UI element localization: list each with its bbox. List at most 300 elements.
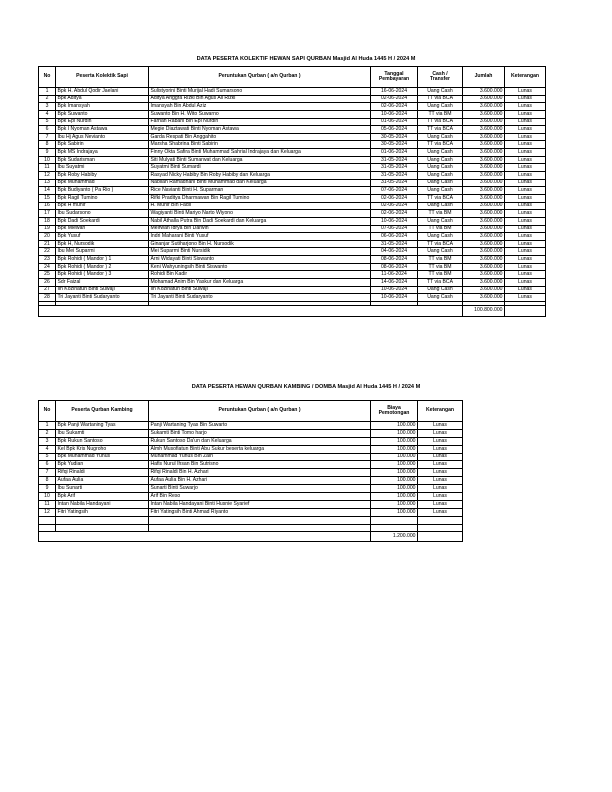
table-row (39, 233, 546, 241)
row-biaya: 100.000 (371, 437, 418, 445)
row-jumlah: 3.600.000 (463, 187, 505, 195)
row-biaya: 100.000 (371, 445, 418, 453)
row-peserta: Ibu Sudarsono (56, 210, 149, 218)
row-peruntukan: Imansyah Bin Abdul Aziz (149, 103, 371, 111)
row-peserta: Iin Kozinatun Binti Suwaji (56, 286, 149, 294)
row-peruntukan: Rukun Santoso Da'un dan Keluarga (149, 437, 371, 445)
sapi-title: DATA PESERTA KOLEKTIF HEWAN SAPI QURBAN Masjid Al Huda 1445 H / 2024 M (196, 56, 416, 62)
row-peruntukan: H. Munir Bin Fadli (149, 202, 371, 210)
row-cara-bayar: Uang Cash (418, 294, 463, 302)
sapi-table (38, 66, 546, 317)
row-jumlah: 3.600.000 (463, 286, 505, 294)
row-peruntukan: Arif Bin Reso (149, 493, 371, 501)
row-peruntukan: Farhan Rabani Bin Epi Nurdin (149, 118, 371, 126)
row-peserta: Bpk Suwanto (56, 110, 149, 118)
row-peruntukan: Meirwan Idrya Bin Darwin (149, 225, 371, 233)
row-peserta: Bpk Roby Habiby (56, 172, 149, 180)
row-tanggal: 31-05-2024 (371, 172, 418, 180)
sapi-header-row (39, 67, 546, 88)
row-keterangan: Lunas (505, 187, 546, 195)
row-jumlah: 3.600.000 (463, 172, 505, 180)
row-tanggal: 02-06-2024 (371, 194, 418, 202)
row-no: 26 (39, 279, 56, 287)
row-peruntukan: Mei Suparmi Binti Nursidik (149, 248, 371, 256)
row-jumlah: 3.600.000 (463, 210, 505, 218)
row-cara-bayar: Uang Cash (418, 179, 463, 187)
row-jumlah: 3.600.000 (463, 133, 505, 141)
table-row (39, 103, 546, 111)
row-cara-bayar: TT via BCA (418, 126, 463, 134)
row-no: 16 (39, 202, 56, 210)
row-peserta: Bpk Muhammad Yunus (56, 453, 149, 461)
row-peserta: Bpk Yusuf (56, 233, 149, 241)
row-keterangan: Lunas (505, 271, 546, 279)
row-peserta: Bpk Arif (56, 493, 149, 501)
row-no: 11 (39, 164, 56, 172)
row-peserta: Tri Jayanti Binti Sudaryanto (56, 294, 149, 302)
row-keterangan: Lunas (505, 103, 546, 111)
row-no: 8 (39, 141, 56, 149)
row-cara-bayar: Uang Cash (418, 217, 463, 225)
kambing-total-row (39, 532, 463, 542)
row-keterangan: Lunas (505, 149, 546, 157)
table-row (39, 172, 546, 180)
row-no: 6 (39, 461, 56, 469)
row-cara-bayar: TT via BM (418, 271, 463, 279)
row-tanggal: 10-06-2024 (371, 217, 418, 225)
row-keterangan: Lunas (505, 217, 546, 225)
row-keterangan: Lunas (505, 194, 546, 202)
row-peserta: Bpk Miewan (56, 225, 149, 233)
row-keterangan: Lunas (505, 233, 546, 241)
biaya-line-2: Pemotongan (378, 410, 410, 416)
row-peruntukan: Indri Maharani Binti Yusuf (149, 233, 371, 241)
row-biaya: 100.000 (371, 429, 418, 437)
row-tanggal: 05-06-2024 (371, 126, 418, 134)
row-peruntukan: Rasyad Nicky Habiby Bin Roby Habiby dan Keluarga (149, 172, 371, 180)
row-peserta: Bpk Rohidi ( Mandor ) 3 (56, 271, 149, 279)
row-peruntukan: Aufaa Aulia Bin H. Azhari (149, 477, 371, 485)
row-jumlah: 3.600.000 (463, 225, 505, 233)
table-row (39, 493, 463, 501)
row-peserta: Ibu Mei Suparmi (56, 248, 149, 256)
row-tanggal: 01-06-2024 (371, 118, 418, 126)
row-peruntukan: Muhammad Yunus Bin Zain (149, 453, 371, 461)
row-no: 10 (39, 493, 56, 501)
row-peruntukan: Garda Respati Bin Anggahito (149, 133, 371, 141)
col-header-biaya (371, 401, 418, 422)
tanggal-line-2: Pembayaran (378, 76, 410, 82)
row-keterangan: Lunas (505, 286, 546, 294)
row-peruntukan: Arni Widayati Binti Siswanto (149, 256, 371, 264)
row-cara-bayar: TT via BCA (418, 95, 463, 103)
row-biaya: 100.000 (371, 508, 418, 516)
row-jumlah: 3.600.000 (463, 95, 505, 103)
row-biaya: 100.000 (371, 477, 418, 485)
row-no: 25 (39, 271, 56, 279)
row-cara-bayar: TT via BCA (418, 240, 463, 248)
row-tanggal: 02-06-2024 (371, 202, 418, 210)
table-row (39, 294, 546, 302)
row-tanggal: 01-06-2024 (371, 149, 418, 157)
table-row (39, 437, 463, 445)
row-tanggal: 07-06-2024 (371, 225, 418, 233)
row-cara-bayar: Uang Cash (418, 233, 463, 241)
row-jumlah: 3.600.000 (463, 141, 505, 149)
row-cara-bayar: TT via BCA (418, 279, 463, 287)
row-keterangan: Lunas (505, 88, 546, 96)
row-tanggal: 31-05-2024 (371, 164, 418, 172)
row-no: 11 (39, 500, 56, 508)
row-keterangan: Lunas (505, 172, 546, 180)
row-peruntukan: Suwanto Bin H. Wito Suwarno (149, 110, 371, 118)
row-peruntukan: Intan Nabila Handayani Binti Husnie Syarief (149, 500, 371, 508)
row-peruntukan: Sunarti Binti Suwarjo (149, 485, 371, 493)
row-no: 10 (39, 156, 56, 164)
row-peserta: Ibu Suyatmi (56, 164, 149, 172)
row-biaya: 100.000 (371, 422, 418, 430)
row-biaya: 100.000 (371, 500, 418, 508)
row-tanggal: 11-06-2024 (371, 271, 418, 279)
row-jumlah: 3.600.000 (463, 156, 505, 164)
row-peserta: Ibu Sunarti (56, 485, 149, 493)
table-row (39, 279, 546, 287)
kambing-blank-row (39, 516, 463, 524)
row-keterangan: Lunas (505, 294, 546, 302)
row-keterangan: Lunas (505, 256, 546, 264)
row-peruntukan: Panji Wartaning Tyas Bin Suwarto (149, 422, 371, 430)
row-no: 18 (39, 217, 56, 225)
row-keterangan: Lunas (505, 133, 546, 141)
row-cara-bayar: TT via BM (418, 225, 463, 233)
row-keterangan: Lunas (418, 429, 463, 437)
row-tanggal: 16-06-2024 (371, 88, 418, 96)
table-row (39, 225, 546, 233)
row-peserta: Ibu Sukamti (56, 429, 149, 437)
row-keterangan: Lunas (505, 263, 546, 271)
row-no: 4 (39, 445, 56, 453)
row-peruntukan: Tri Jayanti Binti Sudaryanto (149, 294, 371, 302)
row-peserta: Bpk MS Indrajaya (56, 149, 149, 157)
row-tanggal: 10-06-2024 (371, 294, 418, 302)
row-peserta: Bpk H munir (56, 202, 149, 210)
row-no: 3 (39, 103, 56, 111)
row-keterangan: Lunas (418, 500, 463, 508)
row-cara-bayar: TT via BM (418, 110, 463, 118)
row-no: 27 (39, 286, 56, 294)
row-cara-bayar: Uang Cash (418, 156, 463, 164)
table-row (39, 240, 546, 248)
row-cara-bayar: Uang Cash (418, 149, 463, 157)
row-no: 23 (39, 256, 56, 264)
row-no: 20 (39, 233, 56, 241)
row-tanggal: 02-06-2024 (371, 103, 418, 111)
row-keterangan: Lunas (505, 240, 546, 248)
row-peserta: Bpk Rukun Santoso (56, 437, 149, 445)
row-tanggal: 31-05-2024 (371, 240, 418, 248)
row-jumlah: 3.600.000 (463, 279, 505, 287)
row-no: 12 (39, 172, 56, 180)
row-keterangan: Lunas (505, 210, 546, 218)
row-peserta: Bpk Ragil Tumino (56, 194, 149, 202)
row-cara-bayar: Uang Cash (418, 187, 463, 195)
row-keterangan: Lunas (505, 126, 546, 134)
row-peserta: Bpk Aditya (56, 95, 149, 103)
row-peserta: Bpk Epi Nurdin (56, 118, 149, 126)
row-no: 24 (39, 263, 56, 271)
row-tanggal: 08-06-2024 (371, 263, 418, 271)
row-tanggal: 10-06-2024 (371, 286, 418, 294)
row-jumlah: 3.600.000 (463, 88, 505, 96)
row-jumlah: 3.600.000 (463, 118, 505, 126)
col-header-peruntukan: Peruntukan Qurban ( a/n Qurban ) (149, 401, 371, 422)
row-no: 19 (39, 225, 56, 233)
row-no: 28 (39, 294, 56, 302)
cash-line-2: Transfer (429, 76, 451, 82)
row-no: 5 (39, 453, 56, 461)
row-no: 22 (39, 248, 56, 256)
table-row (39, 179, 546, 187)
row-peruntukan: Rice Navianti Binti H. Suparman (149, 187, 371, 195)
row-keterangan: Lunas (505, 225, 546, 233)
table-row (39, 485, 463, 493)
row-jumlah: 3.600.000 (463, 240, 505, 248)
row-keterangan: Lunas (505, 141, 546, 149)
row-cara-bayar: Uang Cash (418, 103, 463, 111)
table-row (39, 164, 546, 172)
row-jumlah: 3.600.000 (463, 202, 505, 210)
row-keterangan: Lunas (505, 118, 546, 126)
row-no: 3 (39, 437, 56, 445)
table-row (39, 286, 546, 294)
col-header-peserta: Peserta Kolektik Sapi (56, 67, 149, 88)
row-peserta: Bpk Budiyanto ( Pa Rio ) (56, 187, 149, 195)
row-tanggal: 31-05-2024 (371, 179, 418, 187)
table-row (39, 422, 463, 430)
row-no: 7 (39, 469, 56, 477)
row-peserta: Bpk I Nyoman Astawa (56, 126, 149, 134)
row-keterangan: Lunas (505, 156, 546, 164)
table-row (39, 469, 463, 477)
row-peserta: Bpk Rohidi ( Mandor ) 2 (56, 263, 149, 271)
row-keterangan: Lunas (418, 493, 463, 501)
row-no: 9 (39, 149, 56, 157)
row-no: 4 (39, 110, 56, 118)
biaya-line-1: Biaya (387, 404, 401, 411)
row-peserta: Aufaa Aulia (56, 477, 149, 485)
table-row (39, 187, 546, 195)
row-peruntukan: Sukamti Binti Tomo harjo (149, 429, 371, 437)
table-row (39, 118, 546, 126)
row-peserta: Bpk Sabirin (56, 141, 149, 149)
row-keterangan: Lunas (418, 508, 463, 516)
row-peserta: Bpk Yudian (56, 461, 149, 469)
row-biaya: 100.000 (371, 469, 418, 477)
row-jumlah: 3.600.000 (463, 110, 505, 118)
row-no: 2 (39, 429, 56, 437)
row-peruntukan: Siti Mulyati Binti Sumarwat dan Keluarga (149, 156, 371, 164)
row-peruntukan: Ginanjar Sutiharjono Bin H. Nursodik (149, 240, 371, 248)
row-no: 5 (39, 118, 56, 126)
row-keterangan: Lunas (418, 485, 463, 493)
row-cara-bayar: Uang Cash (418, 202, 463, 210)
row-no: 1 (39, 422, 56, 430)
row-keterangan: Lunas (418, 453, 463, 461)
row-peruntukan: Nabilah Ramadhani Binti Muhammad dan Keluarga (149, 179, 371, 187)
row-no: 13 (39, 179, 56, 187)
row-keterangan: Lunas (418, 422, 463, 430)
row-keterangan: Lunas (505, 95, 546, 103)
row-peruntukan: Finny Okta Safira Binti Muhammad Sahrial Indrajaya dan Keluarga (149, 149, 371, 157)
row-no: 21 (39, 240, 56, 248)
row-peserta: Bpk H, Nursodik (56, 240, 149, 248)
col-header-peruntukan: Peruntukan Qurban ( a/n Qurban ) (149, 67, 371, 88)
row-cara-bayar: Uang Cash (418, 172, 463, 180)
table-row (39, 500, 463, 508)
row-peserta: Sdr Faizal (56, 279, 149, 287)
row-peruntukan: Keni Wahyuningsih Binti Siswanto (149, 263, 371, 271)
row-biaya: 100.000 (371, 493, 418, 501)
col-header-keterangan: Keterangan (418, 401, 463, 422)
row-peruntukan: Nabil Athalla Putra Bin Dadi Soekardi dan Keluarga (149, 217, 371, 225)
row-jumlah: 3.600.000 (463, 103, 505, 111)
row-cara-bayar: TT via BM (418, 210, 463, 218)
table-row (39, 429, 463, 437)
row-tanggal: 02-06-2024 (371, 95, 418, 103)
table-row (39, 453, 463, 461)
row-peruntukan: Marsha Shabrina Binti Sabirin (149, 141, 371, 149)
tanggal-line-1: Tanggal (384, 70, 404, 77)
table-row (39, 217, 546, 225)
row-jumlah: 3.600.000 (463, 248, 505, 256)
row-no: 14 (39, 187, 56, 195)
row-tanggal: 10-06-2024 (371, 110, 418, 118)
row-peserta: Bpk Panji Wartaning Tyas (56, 422, 149, 430)
row-cara-bayar: TT via BM (418, 256, 463, 264)
row-jumlah: 3.600.000 (463, 164, 505, 172)
col-header-keterangan: Keterangan (505, 67, 546, 88)
table-row (39, 156, 546, 164)
row-no: 12 (39, 508, 56, 516)
row-biaya: 100.000 (371, 485, 418, 493)
row-peruntukan: Suyatmi Binti Sumardi (149, 164, 371, 172)
row-keterangan: Lunas (505, 279, 546, 287)
table-row (39, 110, 546, 118)
table-row (39, 210, 546, 218)
row-keterangan: Lunas (505, 248, 546, 256)
table-row (39, 88, 546, 96)
row-keterangan: Lunas (505, 110, 546, 118)
row-cara-bayar: Uang Cash (418, 164, 463, 172)
row-peserta: Rifqi Rinaldi (56, 469, 149, 477)
row-peserta: Bpk Dadi Soekardi (56, 217, 149, 225)
row-peserta: Bpk Imansyah (56, 103, 149, 111)
table-row (39, 202, 546, 210)
row-jumlah: 3.600.000 (463, 126, 505, 134)
sapi-total-row (39, 305, 546, 316)
row-jumlah: 3.600.000 (463, 294, 505, 302)
row-peserta: Bpk H. Abdul Qodir Jaelani (56, 88, 149, 96)
row-no: 1 (39, 88, 56, 96)
table-row (39, 149, 546, 157)
row-no: 7 (39, 133, 56, 141)
row-peruntukan: Rifqi Rinaldi Bin H. Azhari (149, 469, 371, 477)
row-peruntukan: Fitri Yatingsih Binti Ahmad Riyanto (149, 508, 371, 516)
row-peruntukan: Hafis Nurul Ihsan Bin Sutrisno (149, 461, 371, 469)
row-peruntukan: Aditya Anggra Rizki Bin Agus Ali Rizki (149, 95, 371, 103)
table-row (39, 194, 546, 202)
row-no: 9 (39, 485, 56, 493)
table-row (39, 477, 463, 485)
row-tanggal: 14-06-2024 (371, 279, 418, 287)
row-peruntukan: Rohidi Bin Kadir (149, 271, 371, 279)
row-cara-bayar: Uang Cash (418, 88, 463, 96)
row-cara-bayar: Uang Cash (418, 248, 463, 256)
row-jumlah: 3.600.000 (463, 217, 505, 225)
row-no: 6 (39, 126, 56, 134)
row-jumlah: 3.600.000 (463, 149, 505, 157)
row-keterangan: Lunas (418, 445, 463, 453)
row-peserta: Kel Bpk Kris Nugroho (56, 445, 149, 453)
sapi-total-value: 100.800.000 (463, 305, 505, 316)
kambing-total-value: 1.200.000 (371, 532, 418, 542)
kambing-table (38, 400, 463, 542)
kambing-blank-row (39, 524, 463, 532)
row-peserta: Bpk Sudarisman (56, 156, 149, 164)
col-header-no: No (39, 401, 56, 422)
table-row (39, 248, 546, 256)
row-peruntukan: Wagiyanti Binti Mariyo Narto Wiyono (149, 210, 371, 218)
row-keterangan: Lunas (505, 164, 546, 172)
table-row (39, 271, 546, 279)
row-no: 8 (39, 477, 56, 485)
table-row (39, 445, 463, 453)
row-peserta: Fitri Yatingsih (56, 508, 149, 516)
row-jumlah: 3.600.000 (463, 233, 505, 241)
kambing-header-row (39, 401, 463, 422)
row-keterangan: Lunas (505, 202, 546, 210)
row-cara-bayar: Uang Cash (418, 133, 463, 141)
row-peserta: Intan Nabila Handayani (56, 500, 149, 508)
col-header-cash-transfer (418, 67, 463, 88)
row-tanggal: 31-05-2024 (371, 156, 418, 164)
table-row (39, 461, 463, 469)
row-cara-bayar: Uang Cash (418, 286, 463, 294)
row-peserta: Bpk Muhammad (56, 179, 149, 187)
row-keterangan: Lunas (505, 179, 546, 187)
table-row (39, 508, 463, 516)
row-keterangan: Lunas (418, 469, 463, 477)
row-tanggal: 30-05-2024 (371, 133, 418, 141)
row-jumlah: 3.600.000 (463, 263, 505, 271)
row-tanggal: 30-05-2024 (371, 141, 418, 149)
row-tanggal: 04-06-2024 (371, 248, 418, 256)
col-header-jumlah: Jumlah (463, 67, 505, 88)
row-no: 15 (39, 194, 56, 202)
table-row (39, 141, 546, 149)
row-cara-bayar: TT via BCA (418, 194, 463, 202)
row-cara-bayar: TT via BM (418, 263, 463, 271)
row-jumlah: 3.600.000 (463, 256, 505, 264)
row-no: 2 (39, 95, 56, 103)
col-header-tanggal (371, 67, 418, 88)
row-peruntukan: Almh Musofiatun Binti Abu Sukur beserta keluarga (149, 445, 371, 453)
kambing-title: DATA PESERTA HEWAN QURBAN KAMBING / DOMBA Masjid Al Huda 1445 H / 2024 M (191, 384, 421, 390)
row-jumlah: 3.600.000 (463, 194, 505, 202)
row-peruntukan: Iin Kozinatun Binti Suwaji (149, 286, 371, 294)
table-row (39, 133, 546, 141)
row-peruntukan: Sulistyorini Binti Murijal Hadi Sumarsono (149, 88, 371, 96)
